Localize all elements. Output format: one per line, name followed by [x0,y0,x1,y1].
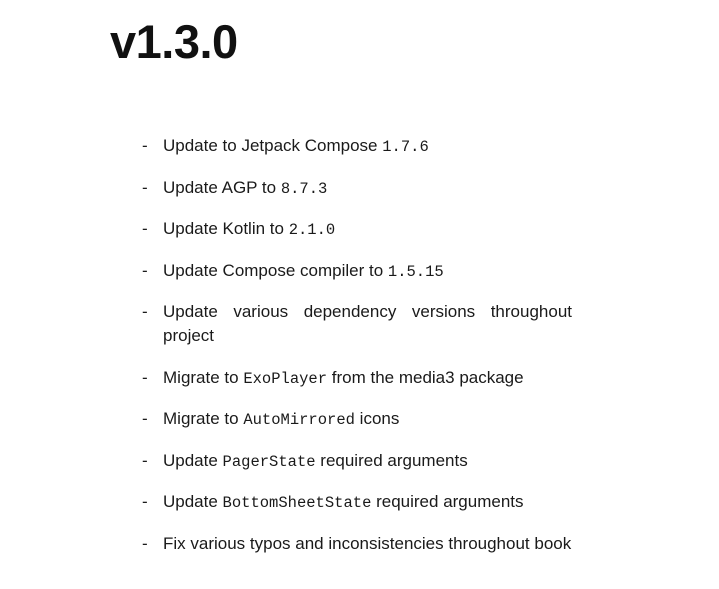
item-text [163,532,572,557]
inline-code: ExoPlayer [243,369,328,388]
inline-code: 8.7.3 [280,179,328,198]
bullet-dash: - [142,136,148,155]
item-label: Update Compose compiler to [163,260,388,280]
list-item [140,366,572,391]
list-item [140,176,572,201]
item-suffix: required arguments [371,492,524,511]
item-text [163,490,572,515]
inline-code: 2.1.0 [288,221,336,239]
bullet-dash: - [142,302,148,321]
item-label: Update various dependency versions throughout project [163,302,572,345]
inline-code: 1.7.6 [382,138,429,156]
item-suffix: icons [354,409,400,428]
item-label: Update Kotlin to [163,219,289,238]
inline-code: BottomSheetState [222,494,372,512]
bullet-dash: - [142,177,148,197]
list-item [140,259,572,284]
item-label: Fix various typos and inconsistencies throughout book [163,533,572,553]
item-suffix: required arguments [315,450,468,470]
inline-code: AutoMirrored [243,411,355,429]
list-item [140,134,572,159]
list-item [140,300,572,349]
list-item [140,490,572,515]
item-label: Update to Jetpack Compose [163,136,383,155]
bullet-dash: - [142,533,148,553]
bullet-dash: - [142,367,148,387]
item-text [163,217,572,242]
bullet-dash: - [142,219,148,238]
item-label: Migrate to [163,409,244,428]
list-item [140,449,572,474]
bullet-dash: - [142,260,148,280]
item-text [163,407,572,432]
list-item [140,217,572,242]
bullet-dash: - [142,492,148,511]
item-label: Update [163,450,223,470]
bullet-dash: - [142,450,148,470]
inline-code: 1.5.15 [387,262,444,281]
item-suffix: from the media3 package [327,367,524,387]
item-label: Update AGP to [163,177,281,197]
item-text [163,449,572,474]
bullet-dash: - [142,409,148,428]
item-text [163,366,572,391]
inline-code: PagerState [222,452,316,471]
item-text [163,176,572,201]
changelog-list [140,134,572,573]
list-item [140,407,572,432]
item-label: Update [163,492,223,511]
item-text [163,300,572,349]
item-text [163,134,572,159]
list-item [140,532,572,557]
page-title: v1.3.0 [110,15,238,68]
item-text [163,259,572,284]
item-label: Migrate to [163,367,244,387]
